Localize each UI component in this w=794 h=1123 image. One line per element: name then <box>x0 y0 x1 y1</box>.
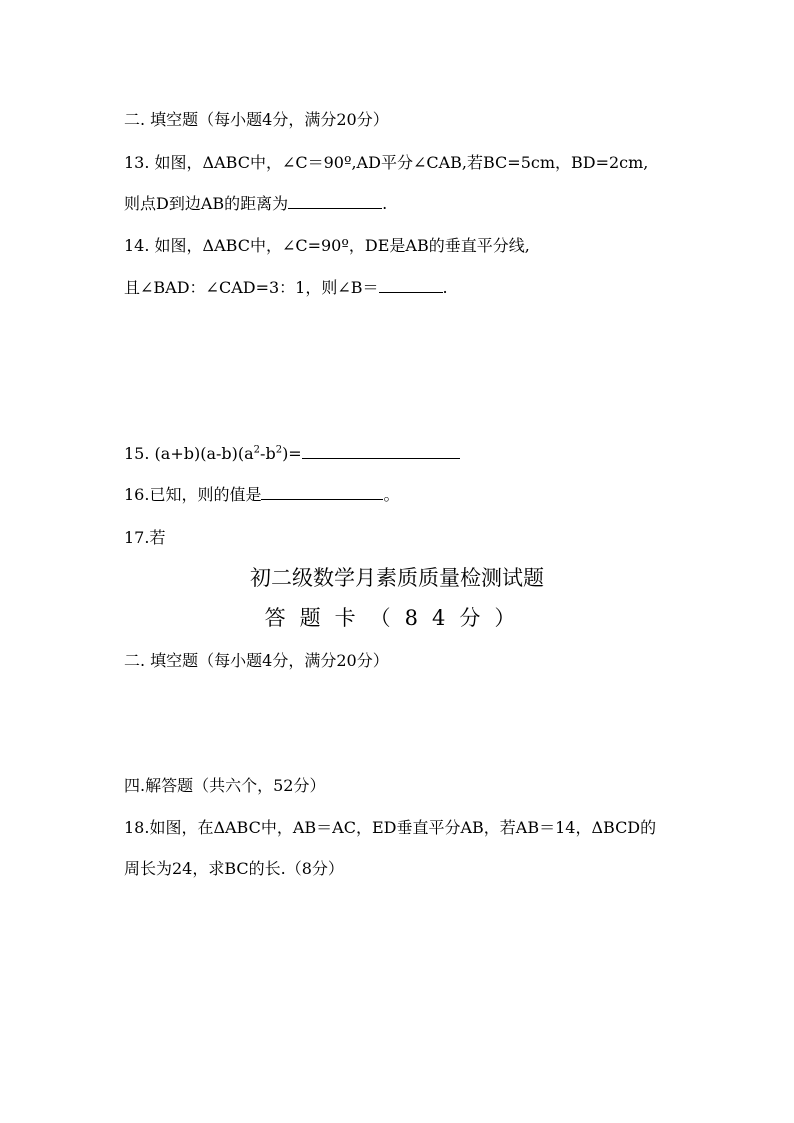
question-16-period: 。 <box>383 485 400 504</box>
answer-card-title: 初二级数学月素质质量检测试题 <box>250 566 544 590</box>
answer-blank-15[interactable] <box>302 444 460 459</box>
question-15-text-c: )= <box>282 444 302 463</box>
answer-card-subtitle: 答题卡（84分） <box>264 606 530 630</box>
question-13-period: . <box>382 194 388 213</box>
question-14-line-1: 14. 如图，ΔABC中，∠C=90º，DE是AB的垂直平分线, <box>124 236 530 255</box>
question-13-line-1: 13. 如图，ΔABC中，∠C＝90º,AD平分∠CAB,若BC=5cm，BD=2cm, <box>124 153 649 172</box>
answer-blank-16[interactable] <box>261 485 383 500</box>
question-15-exponent-2: 2 <box>275 444 283 456</box>
question-15-exponent-1: 2 <box>253 444 261 456</box>
question-18-line-1: 18.如图，在ΔABC中，AB＝AC，ED垂直平分AB，若AB＝14，ΔBCD的 <box>124 818 657 837</box>
question-14-line-2 <box>124 278 448 298</box>
question-15-text-a: 15. (a+b)(a-b)(a <box>124 444 254 463</box>
question-14-period: . <box>442 278 448 297</box>
question-16-text: 16.已知，则的值是 <box>124 485 262 504</box>
answer-blank-14[interactable] <box>379 278 443 293</box>
question-14-text: 且∠BAD：∠CAD=3：1，则∠B＝ <box>124 278 379 297</box>
section-heading-fill-in: 二. 填空题（每小题4分，满分20分） <box>124 110 389 129</box>
answer-blank-13[interactable] <box>288 194 382 209</box>
question-13-line-2 <box>124 194 387 214</box>
section-heading-fill-in-answer: 二. 填空题（每小题4分，满分20分） <box>124 651 389 670</box>
question-17: 17.若 <box>124 528 166 547</box>
question-16 <box>124 485 399 505</box>
question-18-line-2: 周长为24，求BC的长.（8分） <box>124 859 344 878</box>
question-15-text-b: -b <box>260 444 276 463</box>
question-13-text: 则点D到边AB的距离为 <box>124 194 289 213</box>
section-heading-solve: 四.解答题（共六个，52分） <box>124 776 326 795</box>
question-15 <box>124 444 460 464</box>
